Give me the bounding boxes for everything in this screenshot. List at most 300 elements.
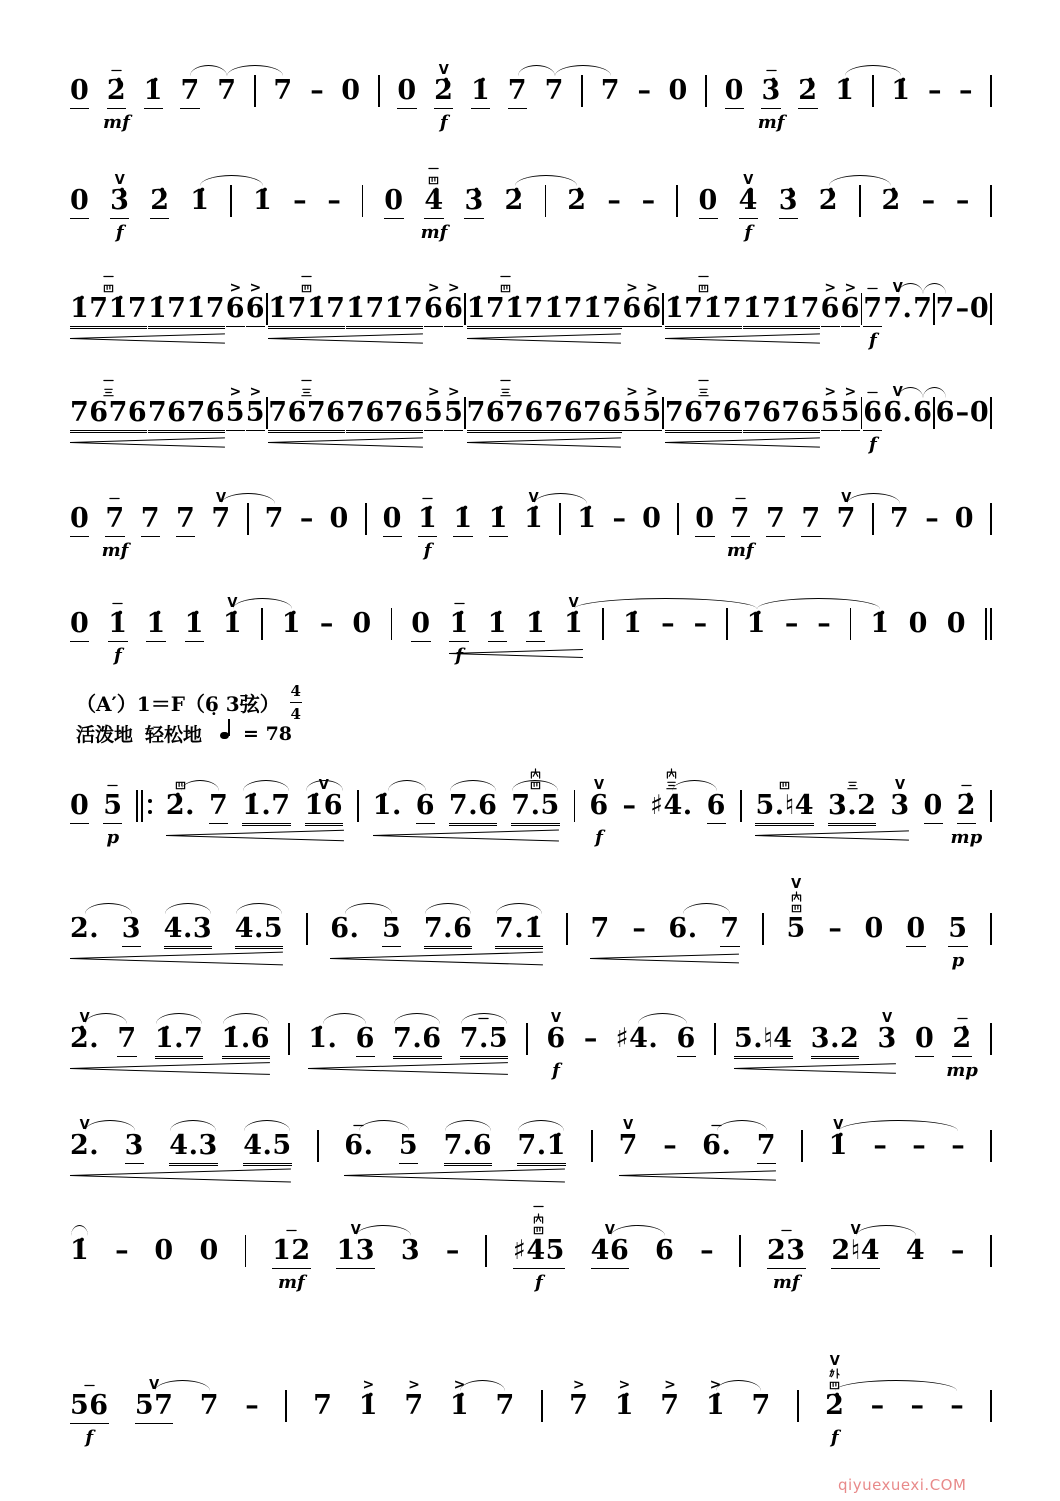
note-text: 5 <box>424 397 444 428</box>
note-text: 0 <box>954 503 975 534</box>
note-token <box>757 1105 776 1164</box>
beam-underline <box>444 1163 492 1164</box>
beam-underline <box>489 536 508 537</box>
note-text: 7.1̇ <box>517 1130 566 1161</box>
note-text: – <box>445 1235 460 1266</box>
beam-underline <box>863 430 882 431</box>
note-text: 2̇ <box>881 185 901 216</box>
note-token <box>122 888 141 947</box>
crescendo-hairpin <box>268 334 423 344</box>
breath-mark: V <box>568 596 579 611</box>
beam-underline <box>665 326 742 327</box>
barline <box>464 372 466 428</box>
note-token <box>623 583 642 639</box>
time-signature-top: 4 <box>290 682 301 700</box>
beam-underline <box>948 946 967 947</box>
dash-extension <box>956 372 970 428</box>
note-text: 5 <box>840 397 860 428</box>
note-text: 0 <box>946 608 967 639</box>
note-token <box>404 1365 423 1421</box>
music-system <box>70 478 992 562</box>
beam-underline <box>731 536 750 537</box>
dash-extension <box>607 160 621 216</box>
barline <box>230 160 232 216</box>
note-text: 2̇ <box>952 1023 972 1054</box>
note-text: 6 <box>820 293 840 324</box>
beam-underline <box>460 1056 508 1057</box>
barline <box>306 888 308 944</box>
note-text: 7 <box>117 1023 137 1054</box>
note-token <box>180 50 199 109</box>
note-text: 1̇.6 <box>221 1023 271 1054</box>
note-text: – <box>310 75 324 106</box>
rest-token <box>154 1210 173 1266</box>
note-text: 1̇ <box>564 608 584 639</box>
barline <box>464 268 466 324</box>
note-text: – <box>319 608 334 639</box>
breath-mark: V <box>350 1223 361 1238</box>
beam-underline <box>268 432 345 433</box>
beam-underline <box>242 823 290 824</box>
articulation-stack <box>301 372 312 398</box>
beam-underline <box>155 1058 203 1059</box>
beam-underline <box>828 825 876 826</box>
note-text: ♯4. <box>615 1023 659 1054</box>
note-text: 0 <box>969 397 990 428</box>
beam-underline <box>449 641 468 642</box>
note-token <box>169 1105 217 1166</box>
note-text: 4̇ <box>424 185 444 216</box>
barline <box>990 1365 992 1421</box>
articulation-stack <box>103 372 114 398</box>
note-text: 1̇ <box>449 608 469 639</box>
rest-token <box>955 478 974 534</box>
breath-mark: V <box>743 173 754 188</box>
note-text: 6 <box>706 790 726 821</box>
crescendo-hairpin <box>70 1171 291 1181</box>
barline <box>266 372 268 428</box>
note-token <box>382 888 401 947</box>
note-text: 0 <box>906 913 926 944</box>
articulation-stack <box>844 268 856 294</box>
beam-underline <box>434 108 453 109</box>
dash-extension <box>700 1210 714 1266</box>
dash-extension <box>300 478 314 534</box>
note-token <box>190 160 209 216</box>
beam-underline <box>180 108 199 109</box>
note-token <box>417 478 438 561</box>
note-text: – <box>583 1023 598 1054</box>
note-text: 5 <box>948 913 968 944</box>
note-token <box>488 583 507 642</box>
barline <box>662 372 664 428</box>
note-token <box>226 268 245 327</box>
note-token <box>890 765 909 821</box>
fingering-mark <box>698 375 709 386</box>
note-token <box>622 268 641 327</box>
rest-token <box>699 160 718 219</box>
beam-underline <box>393 1056 441 1057</box>
note-text: – <box>327 185 341 216</box>
note-text: 3̇ <box>778 185 798 216</box>
fingering-mark <box>829 1368 840 1379</box>
note-token <box>650 765 693 821</box>
note-text: – <box>622 790 637 821</box>
note-text: – <box>299 503 314 534</box>
note-token <box>511 765 559 826</box>
note-text: 6 <box>935 397 955 428</box>
beam-underline <box>766 536 785 537</box>
beam-underline <box>821 326 840 327</box>
note-text: 3 <box>400 1235 421 1266</box>
barline <box>288 998 290 1054</box>
beam-underline <box>108 641 127 642</box>
beam-underline <box>356 1056 375 1057</box>
articulation-stack <box>286 1210 297 1236</box>
beam-underline <box>125 1163 144 1164</box>
expression-marking-1: 活泼地 <box>76 724 134 746</box>
note-text: 2̇ <box>567 185 587 216</box>
note-text: 0 <box>724 75 744 106</box>
note-token <box>913 372 932 428</box>
beam-underline <box>424 946 472 947</box>
beam-underline <box>863 326 882 327</box>
note-token <box>936 268 955 324</box>
note-text: – <box>693 608 708 639</box>
note-token <box>449 765 497 826</box>
articulation-stack <box>735 478 746 504</box>
dash-extension <box>115 1210 129 1266</box>
dash-extension <box>956 160 970 216</box>
music-system <box>70 372 992 456</box>
dash-extension <box>959 50 973 106</box>
beam-underline <box>336 1268 375 1269</box>
note-token <box>308 998 337 1054</box>
note-text: 6 <box>863 397 883 428</box>
beam-underline <box>467 326 544 327</box>
crescendo-hairpin <box>268 438 423 448</box>
beam-underline <box>743 328 820 329</box>
note-text: 0 <box>914 1023 935 1054</box>
beam-underline <box>811 1058 859 1059</box>
note-text: 6. <box>883 397 913 428</box>
note-text: 1̇71̇7 <box>544 293 622 324</box>
beam-underline <box>544 328 621 329</box>
note-text: 7676 <box>466 397 544 428</box>
note-text: – <box>951 1130 965 1161</box>
note-text: ♯4. <box>649 790 693 821</box>
note-text: 7 <box>720 913 740 944</box>
beam-underline <box>268 430 345 431</box>
note-text: 7 <box>105 503 125 534</box>
note-token <box>601 50 620 106</box>
dash-extension <box>245 1365 259 1421</box>
note-text: – <box>925 503 939 534</box>
note-text: 7 <box>913 293 933 324</box>
note-text: 3 <box>124 1130 144 1161</box>
accent-mark: > <box>229 384 242 400</box>
note-text: – <box>910 1390 924 1421</box>
note-token <box>665 372 742 433</box>
note-text: – <box>912 1130 926 1161</box>
note-token <box>346 268 423 329</box>
note-token <box>544 268 621 329</box>
barline <box>990 268 992 324</box>
note-text: 7 <box>313 1390 333 1421</box>
note-token <box>453 478 472 537</box>
note-text: 1̇ <box>525 608 546 639</box>
barline <box>602 583 604 639</box>
note-token <box>420 160 448 243</box>
note-token <box>222 998 270 1059</box>
fingering-mark <box>791 891 802 902</box>
note-token <box>495 888 543 949</box>
dash-extension <box>638 50 652 106</box>
note-token <box>253 160 272 216</box>
barline <box>662 268 664 324</box>
note-text: 6 <box>676 1023 696 1054</box>
articulation-stack <box>766 50 777 76</box>
note-text: 7.1̇ <box>494 913 544 944</box>
note-text: 7 <box>590 913 610 944</box>
rest-token <box>70 478 89 537</box>
note-token <box>246 268 265 327</box>
note-token <box>786 877 806 944</box>
articulation-stack <box>250 268 262 294</box>
articulation-stack <box>250 372 262 398</box>
dynamic-mark: f <box>595 827 603 848</box>
note-token <box>881 160 900 216</box>
barline <box>990 765 992 821</box>
note-token <box>70 1210 89 1266</box>
articulation-stack <box>626 268 638 294</box>
beam-underline <box>449 825 497 826</box>
note-token <box>268 268 345 329</box>
note-text: – <box>700 1235 714 1266</box>
note-text: 2̇. <box>70 1023 100 1054</box>
beam-underline <box>70 326 147 327</box>
note-text: 6 <box>840 293 860 324</box>
beam-underline <box>743 430 820 431</box>
note-text: 6. <box>330 913 360 944</box>
note-text: 1̇ <box>891 75 911 106</box>
barline <box>285 1365 287 1421</box>
note-token <box>444 372 463 431</box>
beam-underline <box>346 326 423 327</box>
note-token <box>70 1365 109 1448</box>
note-token <box>146 583 165 642</box>
note-text: 0 <box>923 790 943 821</box>
beam-underline <box>70 430 147 431</box>
dash-extension <box>642 160 656 216</box>
note-text: 7676 <box>346 397 424 428</box>
beam-underline <box>488 641 507 642</box>
articulation-stack <box>824 372 836 398</box>
note-text: 0 <box>698 185 718 216</box>
note-text: 7676 <box>147 397 226 428</box>
barline <box>990 888 992 944</box>
beam-underline <box>346 430 423 431</box>
accent-mark: > <box>709 1377 722 1393</box>
dash-extension <box>632 888 646 944</box>
note-text: 0 <box>411 608 431 639</box>
music-system <box>70 268 992 352</box>
note-text: 3.2 <box>827 790 877 821</box>
dash-extension <box>293 160 307 216</box>
dynamic-mark: mf <box>101 540 129 561</box>
note-text: 1̇ <box>488 503 508 534</box>
articulation-stack <box>781 1210 792 1236</box>
rest-token <box>915 998 934 1057</box>
beam-underline <box>243 1165 291 1166</box>
note-token <box>185 583 204 642</box>
note-token <box>110 160 130 243</box>
barline <box>990 1105 992 1161</box>
note-token <box>336 1210 375 1269</box>
rest-token <box>70 765 89 824</box>
rest-token <box>909 583 928 639</box>
note-text: 5 <box>786 913 806 944</box>
note-token <box>707 765 726 824</box>
accent-mark: > <box>646 384 658 400</box>
crescendo-hairpin <box>467 438 621 448</box>
beam-underline <box>471 108 490 109</box>
note-text: 4̇ <box>738 185 758 216</box>
dynamic-mark: f <box>455 645 463 666</box>
note-text: 7676 <box>664 397 743 428</box>
barline <box>990 998 992 1054</box>
note-text: 6 <box>444 293 464 324</box>
note-text: 0 <box>70 503 90 534</box>
barline <box>801 1105 803 1161</box>
crescendo-hairpin <box>308 1064 508 1074</box>
articulation-stack <box>103 268 114 294</box>
dash-extension <box>817 583 831 639</box>
dash-extension <box>910 1365 924 1421</box>
note-token <box>863 372 883 455</box>
note-text: 5 <box>245 397 266 428</box>
note-text: – <box>959 75 973 106</box>
beam-underline <box>449 823 497 824</box>
note-text: 6 <box>913 397 933 428</box>
dynamic-mark: f <box>115 222 124 243</box>
note-text: 5.♮4 <box>755 790 815 821</box>
beam-underline <box>346 328 423 329</box>
beam-underline <box>444 1165 492 1166</box>
beam-underline <box>246 430 265 431</box>
beam-underline <box>105 536 124 537</box>
note-token <box>346 372 423 433</box>
note-token <box>720 888 739 947</box>
note-text: 3̇ <box>761 75 781 106</box>
beam-underline <box>424 326 443 327</box>
note-token <box>460 998 508 1059</box>
note-text: 1̇ <box>524 503 544 534</box>
note-token <box>399 1105 418 1164</box>
note-text: 5 <box>642 397 662 428</box>
note-token <box>467 372 544 433</box>
dash-extension <box>873 1105 887 1161</box>
note-text: – <box>950 1390 964 1421</box>
breath-mark: V <box>850 1223 861 1238</box>
note-text: 7.6 <box>393 1023 442 1054</box>
note-text: 7 <box>756 1130 777 1161</box>
note-text: 2̇ <box>798 75 818 106</box>
tempo-line <box>76 720 292 747</box>
dash-extension <box>310 50 324 106</box>
note-text: 7 <box>495 1390 515 1421</box>
beam-underline <box>418 536 437 537</box>
barline <box>990 1210 992 1266</box>
barline <box>245 1210 247 1266</box>
crescendo-hairpin <box>665 334 820 344</box>
note-token <box>913 268 932 324</box>
barline <box>357 765 359 821</box>
note-token <box>906 1210 925 1266</box>
barline <box>559 478 561 534</box>
dash-extension <box>327 160 341 216</box>
beam-underline <box>755 823 814 824</box>
dynamic-mark: mf <box>277 1272 305 1293</box>
note-token <box>950 765 983 848</box>
crescendo-hairpin <box>70 438 225 448</box>
note-token <box>125 1105 144 1164</box>
note-text: 2. <box>70 1130 100 1161</box>
note-text: 13 <box>336 1235 376 1266</box>
crescendo-hairpin <box>70 1064 270 1074</box>
note-token <box>268 372 345 433</box>
dynamic-mark: f <box>830 1427 839 1448</box>
barline <box>861 372 863 428</box>
barline <box>797 1365 799 1421</box>
beam-underline <box>148 326 225 327</box>
accent-mark: > <box>824 384 837 400</box>
note-token <box>567 160 586 216</box>
articulation-stack <box>867 372 878 398</box>
crescendo-hairpin <box>619 1171 776 1181</box>
note-token <box>434 50 454 133</box>
beam-underline <box>739 218 758 219</box>
note-token <box>743 268 820 329</box>
music-system <box>70 877 992 972</box>
note-token <box>305 765 344 826</box>
breath-mark: V <box>550 1011 562 1026</box>
note-token <box>70 372 147 433</box>
note-token <box>150 160 169 219</box>
articulation-stack <box>500 372 511 398</box>
articulation-stack <box>844 372 856 398</box>
rest-token <box>642 478 661 534</box>
accent-mark: > <box>427 280 440 296</box>
beam-underline <box>798 108 817 109</box>
note-text: – <box>115 1235 129 1266</box>
beam-underline <box>467 430 544 431</box>
dash-extension <box>828 888 842 944</box>
note-token <box>779 160 798 219</box>
dash-extension <box>928 50 942 106</box>
note-text: 6 <box>245 293 266 324</box>
accent-mark: > <box>664 1377 676 1393</box>
articulation-stack <box>698 372 709 398</box>
articulation-stack <box>112 583 123 609</box>
note-token <box>359 1365 378 1421</box>
articulation-stack <box>895 765 905 791</box>
beam-underline <box>779 218 798 219</box>
beam-underline <box>272 1268 311 1269</box>
barline <box>990 372 992 428</box>
expression-marking-2: 轻松地 <box>145 724 203 746</box>
beam-underline <box>622 430 641 431</box>
